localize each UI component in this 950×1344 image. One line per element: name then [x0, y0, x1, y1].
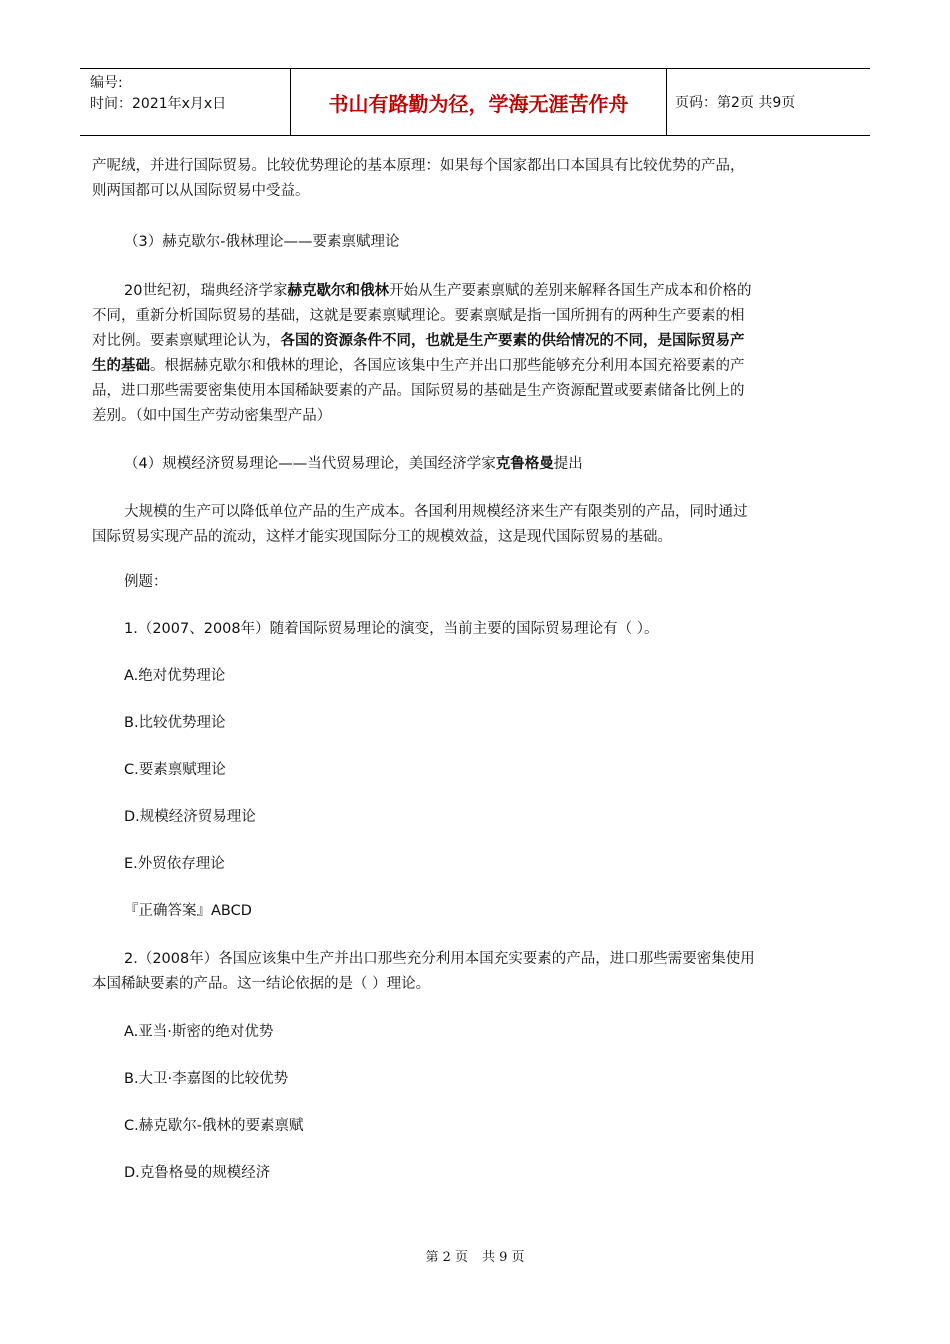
paragraph-line: 不同，重新分析国际贸易的基础，这就是要素禀赋理论。要素禀赋是指一国所拥有的两种生产要素的相	[92, 308, 745, 324]
paragraph-line: 品，进口那些需要密集使用本国稀缺要素的产品。国际贸易的基础是生产资源配置或要素储备比例上的	[92, 383, 745, 399]
bold-text: 克鲁格曼	[495, 456, 554, 472]
header-meta	[80, 69, 291, 135]
correct-answer: 『正确答案』ABCD	[124, 903, 252, 919]
header-page-label: 页码：第2页 共9页	[675, 95, 796, 111]
page-footer	[0, 1246, 950, 1265]
bold-text: 生的基础	[92, 358, 150, 374]
option-d: D.规模经济贸易理论	[124, 809, 256, 825]
paragraph-line: 则两国都可以从国际贸易中受益。	[92, 183, 310, 199]
footer-total-pages: 共 9 页	[482, 1250, 525, 1265]
question-2-continued: 本国稀缺要素的产品。这一结论依据的是（ ）理论。	[92, 976, 431, 992]
option-a: A.绝对优势理论	[124, 668, 226, 684]
paragraph-line: 大规模的生产可以降低单位产品的生产成本。各国利用规模经济来生产有限类别的产品，同时通过	[124, 504, 748, 520]
paragraph-line: 20世纪初，瑞典经济学家赫克歇尔和俄林开始从生产要素禀赋的差别来解释各国生产成本和价格的	[124, 283, 752, 299]
option-c: C.要素禀赋理论	[124, 762, 226, 778]
footer-page-number: 第 2 页	[425, 1250, 468, 1265]
document-time-label: 时间：2021年x月x日	[90, 96, 227, 112]
section-heading-3: （3）赫克歇尔-俄林理论——要素禀赋理论	[124, 234, 400, 250]
question-1: 1.（2007、2008年）随着国际贸易理论的演变，当前主要的国际贸易理论有（ ）。	[124, 621, 659, 637]
paragraph-line: 差别。（如中国生产劳动密集型产品）	[92, 408, 332, 424]
paragraph-line: 对比例。要素禀赋理论认为，各国的资源条件不同，也就是生产要素的供给情况的不同，是国际贸易产	[92, 333, 745, 349]
header-motto: 书山有路勤为径，学海无涯苦作舟	[291, 69, 667, 135]
option-c: C.赫克歇尔-俄林的要素禀赋	[124, 1118, 304, 1134]
paragraph-line: 产呢绒，并进行国际贸易。比较优势理论的基本原理：如果每个国家都出口本国具有比较优势的产品，	[92, 158, 745, 174]
document-number-label: 编号:	[90, 75, 123, 91]
question-2: 2.（2008年）各国应该集中生产并出口那些充分利用本国充实要素的产品，进口那些需要密集使用	[124, 951, 755, 967]
option-b: B.大卫·李嘉图的比较优势	[124, 1071, 289, 1087]
example-label: 例题：	[124, 574, 168, 590]
bold-text: 赫克歇尔和俄林	[287, 283, 389, 299]
section-heading-4: （4）规模经济贸易理论——当代贸易理论，美国经济学家克鲁格曼提出	[124, 456, 583, 472]
option-d: D.克鲁格曼的规模经济	[124, 1165, 271, 1181]
page-header	[80, 68, 870, 136]
option-b: B.比较优势理论	[124, 715, 226, 731]
option-e: E.外贸依存理论	[124, 856, 225, 872]
paragraph-line: 国际贸易实现产品的流动，这样才能实现国际分工的规模效益，这是现代国际贸易的基础。	[92, 529, 672, 545]
paragraph-line: 生的基础。根据赫克歇尔和俄林的理论，各国应该集中生产并出口那些能够充分利用本国充裕要素的产	[92, 358, 745, 374]
bold-text: 各国的资源条件不同，也就是生产要素的供给情况的不同，是国际贸易产	[280, 333, 745, 349]
option-a: A.亚当·斯密的绝对优势	[124, 1024, 274, 1040]
